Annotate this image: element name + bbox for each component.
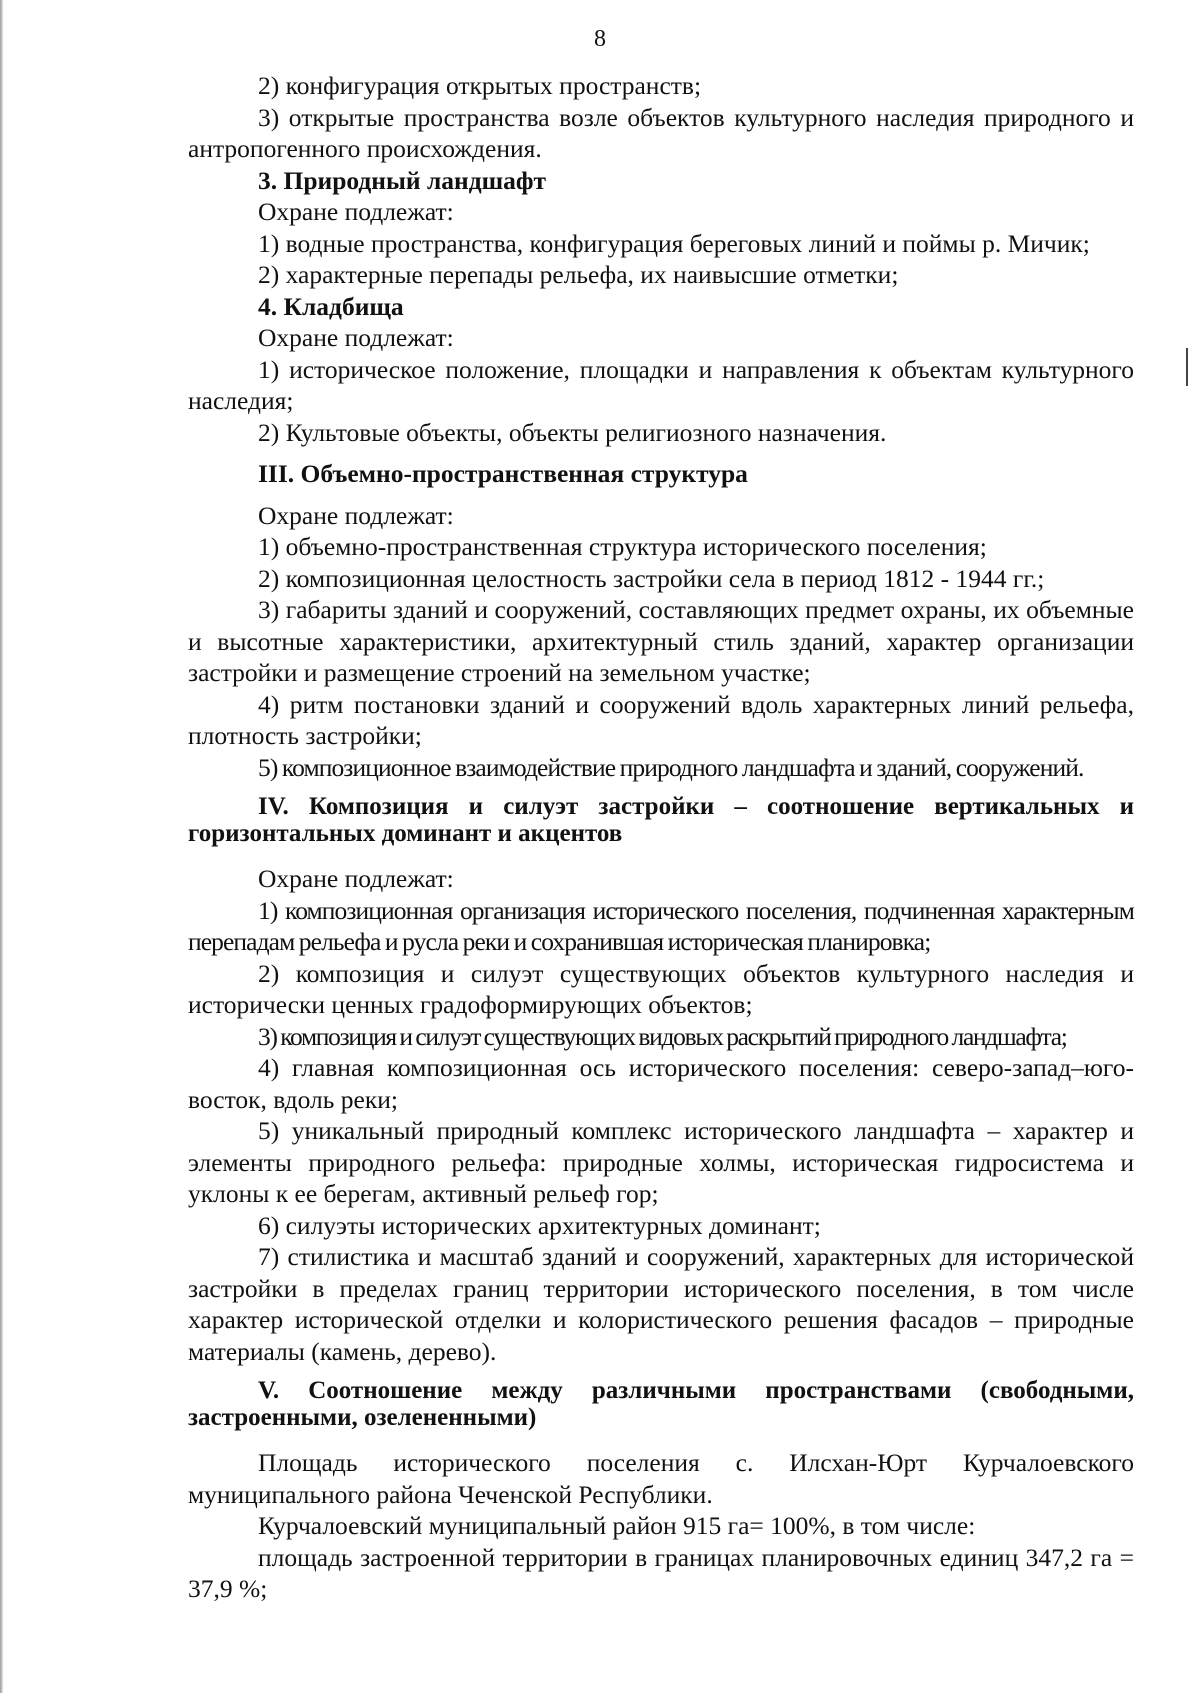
scan-artifact-mark	[1186, 348, 1188, 386]
chapter-heading: V. Соотношение между различными пространствами (свободными, застроенными, озелененными)	[188, 1377, 1134, 1431]
paragraph: 3) открытые пространства возле объектов культурного наследия природного и антропогенного происхождения.	[188, 102, 1134, 163]
document-body	[188, 70, 1134, 1605]
paragraph: 6) силуэты исторических архитектурных доминант;	[258, 1210, 821, 1240]
paragraph: 4) главная композиционная ось исторического поселения: северо-запад–юго-восток, вдоль реки;	[188, 1053, 1134, 1114]
paragraph: 4) ритм постановки зданий и сооружений вдоль характерных линий рельефа, плотность застройки;	[188, 689, 1134, 750]
paragraph: 2) характерные перепады рельефа, их наивысшие отметки;	[258, 260, 899, 289]
page-number: 8	[594, 26, 606, 52]
spacer	[188, 1367, 1134, 1377]
spacer	[188, 1431, 1134, 1447]
paragraph: 1) водные пространства, конфигурация береговых линий и поймы р. Мичик;	[258, 228, 1090, 258]
paragraph: 2) композиция и силуэт существующих объектов культурного наследия и исторически ценных градоформирующих объектов;	[188, 958, 1134, 1019]
paragraph: 2) конфигурация открытых пространств;	[258, 71, 702, 100]
spacer	[188, 783, 1134, 793]
paragraph: Площадь исторического поселения с. Илсхан-Юрт Курчалоевского муниципального района Чеченской Республики.	[188, 1448, 1134, 1509]
paragraph: 1) историческое положение, площадки и направления к объектам культурного наследия;	[188, 354, 1134, 415]
spacer	[188, 490, 1134, 500]
paragraph: Охране подлежат:	[258, 500, 454, 530]
paragraph: 3) габариты зданий и сооружений, составляющих предмет охраны, их объемные и высотные характеристики, архитектурный стиль зданий, характер организации застройки и размещение строений на земельном участке;	[188, 595, 1134, 687]
chapter-heading: III. Объемно-пространственная структура	[258, 459, 748, 488]
section-heading: 4. Кладбища	[258, 291, 404, 321]
paragraph: 1) объемно-пространственная структура исторического поселения;	[258, 532, 987, 561]
paragraph: Курчалоевский муниципальный район 915 га= 100%, в том числе:	[258, 1511, 976, 1540]
paragraph: Охране подлежат:	[258, 197, 454, 226]
paragraph: Охране подлежат:	[258, 323, 454, 352]
spacer	[188, 847, 1134, 863]
scan-left-edge	[0, 0, 3, 1693]
paragraph: 3) композиция и силуэт существующих видовых раскрытий природного ландшафта;	[258, 1021, 1067, 1051]
paragraph: 5) уникальный природный комплекс исторического ландшафта – характер и элементы природного рельефа: природные холмы, историческая гидросистема и уклоны к ее берегам, активный рельеф гор;	[188, 1116, 1134, 1208]
chapter-heading: IV. Композиция и силуэт застройки – соотношение вертикальных и горизонтальных доминант и акцентов	[188, 793, 1134, 847]
section-heading: 3. Природный ландшафт	[258, 165, 547, 195]
paragraph: Охране подлежат:	[258, 864, 454, 893]
paragraph: площадь застроенной территории в границах планировочных единиц 347,2 га = 37,9 %;	[188, 1542, 1134, 1603]
spacer	[188, 448, 1134, 458]
paragraph: 2) Культовые объекты, объекты религиозного назначения.	[258, 417, 887, 447]
paragraph: 5) композиционное взаимодействие природного ландшафта и зданий, сооружений.	[258, 752, 1084, 782]
paragraph: 7) стилистика и масштаб зданий и сооружений, характерных для исторической застройки в пределах границ территории исторического поселения, в том числе характер исторической отделки и колористического решения фасадов – природные материалы (камень, дерево).	[188, 1242, 1134, 1366]
paragraph: 2) композиционная целостность застройки села в период 1812 - 1944 гг.;	[258, 563, 1045, 593]
paragraph: 1) композиционная организация исторического поселения, подчиненная характерным перепадам рельефа и русла реки и сохранившая историческая планировка;	[188, 895, 1134, 956]
